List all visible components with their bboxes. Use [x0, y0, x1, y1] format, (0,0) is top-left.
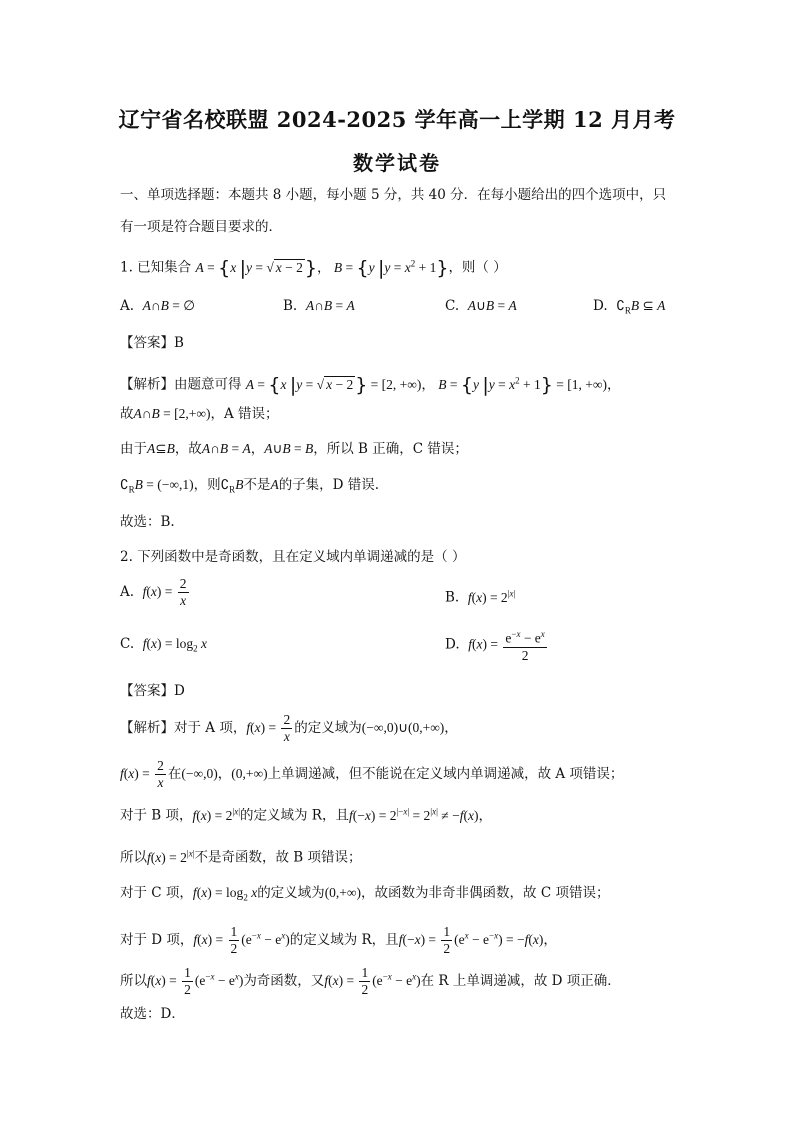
- exam-subtitle: 数学试卷: [353, 151, 441, 175]
- q2-option-a: A. f(x) = $\frac{2}{x}$: [120, 576, 187, 608]
- q1-explanation-line3: 由于A⊆B，故A∩B = A，A∪B = B，所以 B 正确，C 错误；: [120, 441, 468, 457]
- q2-explanation-line2: f(x) = $\frac{2}{x}$ 在(−∞,0)，(0,+∞)上单调递减，但不能说在定义域内单调递减，故 A 项错误；: [120, 758, 624, 790]
- q1-explanation-line2: 故A∩B = [2,+∞)，A 错误；: [120, 406, 279, 422]
- q2-explanation-line1: 【解析】对于 A 项，f(x) = $\frac{2}{x}$ 的定义域为(−∞,0)∪(0,+∞)，: [120, 712, 458, 744]
- q1-explanation-line1: 【解析】由题意可得 A = {x |y = √ x − 2 } = [2, +∞)， B = {y $|y = x^2 + 1\} = [1$, +∞)，: [120, 373, 621, 396]
- section-instruction-line2: 有一项是符合题目要求的．: [120, 219, 282, 235]
- q2-option-d: D. f(x) = $\frac{e^{-x} - e^x}{2}$: [445, 626, 549, 664]
- q2-explanation-line7: 所以f(x) = $\frac{1}{2}$ $(e^{-x} - e^x)$为奇函数，又f(x) = $\frac{1}{2}$ $(e^{-x} - e^x)$在 R 上单调递减，故 D 项正确．: [120, 965, 621, 997]
- q2-explanation-line3: 对于 B 项，$f(x) = 2^{|x|}$的定义域为 R，且$f(-x) = 2^{|-x|} = 2^{|x|} \ne -f(x)$，: [120, 806, 492, 824]
- q2-answer: 【答案】D: [120, 683, 185, 699]
- q1-option-c: C. A∪B = A: [445, 298, 517, 314]
- q1-option-b: B. A∩B = A: [283, 298, 355, 314]
- q2-conclusion: 故选：D．: [120, 1006, 185, 1022]
- section-instruction-line1: 一、单项选择题：本题共 8 小题，每小题 5 分，共 40 分．在每小题给出的四个选项中，只: [120, 187, 667, 203]
- exam-title: 辽宁省名校联盟 2024-2025 学年高一上学期 12 月月考: [118, 107, 676, 132]
- q2-explanation-line6: 对于 D 项，f(x) = $\frac{1}{2}$ $(e^{-x} - e^x)$的定义域为 R，且f(−x) = $\frac{1}{2}$ $(e^x - e^{-x}) = -f(x)$，: [120, 924, 557, 956]
- q2-stem: 2. 下列函数中是奇函数，且在定义域内单调递减的是（ ）: [120, 549, 466, 565]
- q2-option-b: B. $f(x) = 2^{|x|}$: [445, 588, 516, 606]
- q1-ask: ，则（ ）: [448, 259, 507, 276]
- q1-conclusion: 故选：B.: [120, 514, 175, 530]
- q1-explanation-line4: $∁_RB = (-\infty,1)$，则$∁_RB$不是A的子集，D 错误.: [120, 477, 380, 495]
- q1-option-a: A. A∩B = ∅: [120, 298, 196, 314]
- q1-stem: 1. 已知集合 A = {x |y = √ x − 2 }， B = {y $|y = x^2 + 1$}，则（ ）: [120, 256, 507, 279]
- q2-option-c: C. $f(x) = \log_2 x$: [120, 636, 207, 654]
- q1-answer: 【答案】B: [120, 335, 184, 351]
- q1-prefix: 1. 已知集合: [120, 259, 192, 276]
- q2-explanation-line5: 对于 C 项，$f(x) = \log_2 x$的定义域为(0,+∞)，故函数为非奇非偶函数，故 C 项错误；: [120, 885, 610, 903]
- q1-option-d: D. $∁_RB$ ⊆ A: [593, 298, 666, 316]
- q2-explanation-line4: 所以$f(x) = 2^{|x|}$不是奇函数，故 B 项错误；: [120, 848, 362, 866]
